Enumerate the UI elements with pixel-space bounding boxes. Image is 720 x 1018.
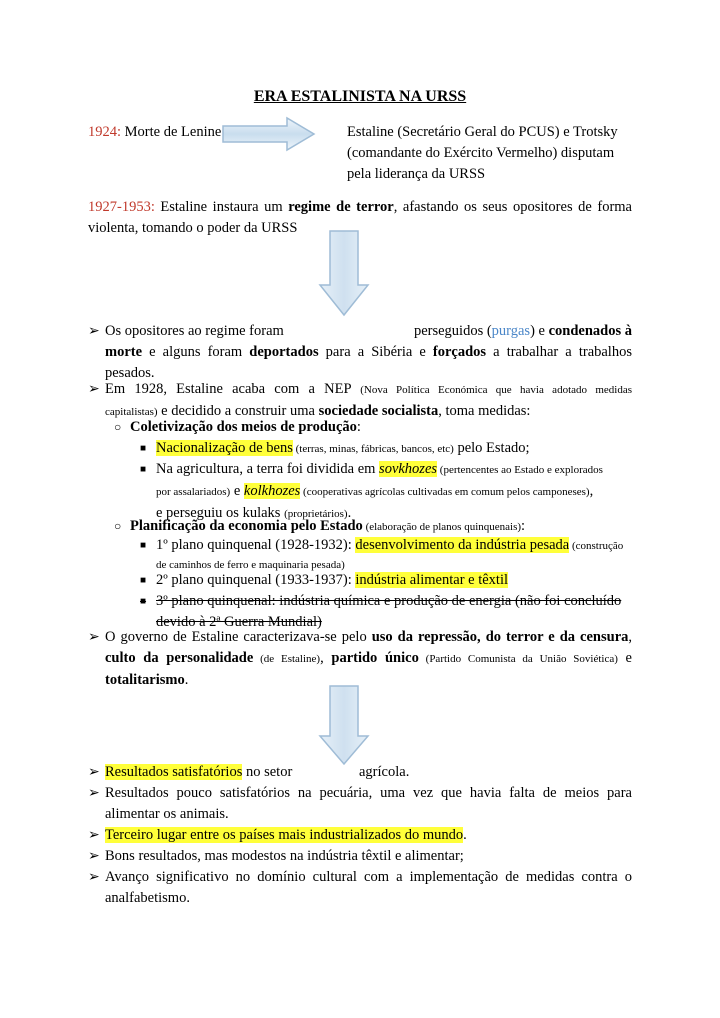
text: , afastando os seus opositores de forma: [393, 199, 632, 215]
text: para a Sibéria e: [318, 344, 433, 360]
text: ,: [589, 483, 594, 499]
bold-text: condenados à: [548, 323, 632, 339]
text: O governo de Estaline caracterizava-se pelo: [105, 629, 372, 645]
line: alimentar os animais.: [105, 806, 229, 822]
text: Em 1928, Estaline acaba com a NEP: [105, 381, 361, 397]
consequence-line: pela liderança da URSS: [347, 166, 486, 182]
sub-coletivizacao: [130, 417, 361, 438]
down-arrow-icon: [318, 684, 370, 766]
bullet-square: ■: [140, 443, 147, 454]
text: agrícola.: [359, 764, 410, 780]
line: Resultados pouco satisfatórios na pecuária, uma vez que havia falta de meios para: [105, 785, 632, 801]
text: e: [230, 483, 244, 499]
line: [105, 321, 632, 342]
text: Os opositores ao regime foram: [105, 323, 284, 339]
small-text: (terras, minas, fábricas, bancos, etc): [292, 443, 454, 455]
year-1924: 1924: [88, 124, 117, 140]
text: , toma medidas:: [438, 403, 531, 419]
item-plano-2: [156, 570, 508, 591]
bullet-arrow: ➢: [88, 870, 100, 885]
result-cultural: [105, 867, 632, 909]
text: Estaline instaura um: [154, 199, 289, 215]
text: no setor: [242, 764, 293, 780]
years-1927-1953: 1927-1953:: [88, 199, 155, 215]
bullet-square: ■: [140, 575, 147, 586]
row-1927-line1: [88, 197, 632, 218]
small-text: (cooperativas agrícolas cultivadas em comum pelos camponeses): [300, 486, 590, 498]
text: perseguidos (: [413, 323, 492, 339]
highlight-text: sovkhozes: [379, 461, 438, 477]
bullet-arrow: ➢: [88, 849, 100, 864]
result-industrializados: [105, 825, 467, 846]
text: .: [463, 827, 467, 843]
line: 3º plano quinquenal: indústria química e produção de energia (não foi concluído: [156, 593, 622, 609]
text: 2º plano quinquenal (1933-1937):: [156, 572, 356, 588]
small-text: (de Estaline): [253, 653, 321, 665]
small-text: por assalariados): [156, 486, 231, 498]
bold-text: culto da personalidade: [105, 650, 254, 666]
small-text: (elaboração de planos quinquenais): [362, 521, 522, 533]
text: e alguns foram: [142, 344, 250, 360]
bold-text: deportados: [249, 344, 319, 360]
small-text: (Nova Política Económica que havia adotado medidas: [360, 384, 633, 396]
row-1927-line2: violenta, tomando o poder da URSS: [88, 220, 298, 236]
event-lenin: Morte de Lenine: [121, 124, 222, 140]
result-pecuaria: [105, 783, 632, 825]
bullet-square: ■: [140, 464, 147, 475]
bullet-square: ■: [140, 596, 147, 607]
bullet-arrow: ➢: [88, 765, 100, 780]
bullet-opositores: [105, 321, 632, 384]
text: :: [521, 518, 526, 534]
bold-text: sociedade socialista: [318, 403, 439, 419]
text: .: [347, 505, 352, 521]
highlight-text: Resultados satisfatórios: [105, 764, 243, 780]
text: :: [356, 419, 361, 435]
row-1924: [88, 122, 221, 143]
bullet-square: ■: [140, 540, 147, 551]
small-text: (proprietários): [284, 508, 348, 520]
text: 1º plano quinquenal (1928-1932):: [156, 537, 356, 553]
text: e: [617, 650, 632, 666]
line: [105, 648, 632, 670]
row-1924-consequence: [347, 122, 637, 185]
highlight-text: desenvolvimento da indústria pesada: [355, 537, 570, 553]
highlight-text: kolkhozes: [243, 483, 301, 499]
line: analfabetismo.: [105, 890, 190, 906]
line: pesados.: [105, 365, 155, 381]
bullet-arrow: ➢: [88, 382, 100, 397]
bullet-governo: [105, 627, 632, 691]
bold-text: partido único: [331, 650, 419, 666]
text: a trabalhar a trabalhos: [486, 344, 632, 360]
line: [156, 459, 632, 481]
text: ,: [628, 629, 633, 645]
bold-text: morte: [105, 344, 143, 360]
bullet-circle: ○: [114, 519, 122, 533]
bold-text: Planificação da economia pelo Estado: [130, 518, 363, 534]
text: .: [184, 672, 189, 688]
highlight-text: Terceiro lugar entre os países mais industrializados do mundo: [105, 827, 464, 843]
text: pelo Estado;: [453, 440, 530, 456]
consequence-line: Estaline (Secretário Geral do PCUS) e Trotsky: [347, 124, 618, 140]
line: Avanço significativo no domínio cultural com a implementação de medidas contra o: [105, 869, 632, 885]
line: devido à 2ª Guerra Mundial): [156, 614, 322, 630]
bullet-arrow: ➢: [88, 324, 100, 339]
small-text: (construção: [569, 540, 624, 552]
bold-text: forçados: [432, 344, 487, 360]
text: ) e: [530, 323, 549, 339]
consequence-line: (comandante do Exército Vermelho) disputam: [347, 145, 615, 161]
bold-text: regime de terror: [288, 199, 394, 215]
line: [105, 379, 632, 401]
highlight-text: Nacionalização de bens: [156, 440, 293, 456]
bold-text: totalitarismo: [105, 672, 185, 688]
bullet-circle: ○: [114, 420, 122, 434]
small-text: capitalistas): [105, 406, 158, 418]
small-text: (pertencentes ao Estado e explorados: [437, 464, 603, 476]
page-title: ERA ESTALINISTA NA URSS: [253, 88, 467, 105]
highlight-text: indústria alimentar e têxtil: [355, 572, 509, 588]
year-sep: :: [117, 124, 122, 140]
result-agricola: [105, 762, 445, 783]
line: [105, 342, 632, 363]
bold-text: Coletivização dos meios de produção: [130, 419, 357, 435]
bold-text: uso da repressão, do terror e da censura: [371, 629, 629, 645]
text: ,: [320, 650, 332, 666]
right-arrow-icon: [221, 116, 317, 152]
purgas-text: purgas: [491, 323, 531, 339]
bullet-arrow: ➢: [88, 630, 100, 645]
bullet-arrow: ➢: [88, 828, 100, 843]
small-text: (Partido Comunista da União Soviética): [418, 653, 618, 665]
text: Na agricultura, a terra foi dividida em: [156, 461, 380, 477]
down-arrow-icon: [318, 229, 370, 317]
small-text: de caminhos de ferro e maquinaria pesada): [156, 559, 345, 571]
text-right: [414, 321, 632, 342]
item-nacionalizacao: [156, 438, 530, 460]
item-plano-1: [156, 535, 636, 573]
line: [156, 481, 632, 503]
bullet-arrow: ➢: [88, 786, 100, 801]
text: e perseguiu os kulaks: [156, 505, 285, 521]
line: [105, 627, 632, 648]
result-textil: Bons resultados, mas modestos na indústria têxtil e alimentar;: [105, 848, 464, 864]
text: e decidido a construir uma: [157, 403, 319, 419]
line: [156, 535, 636, 557]
